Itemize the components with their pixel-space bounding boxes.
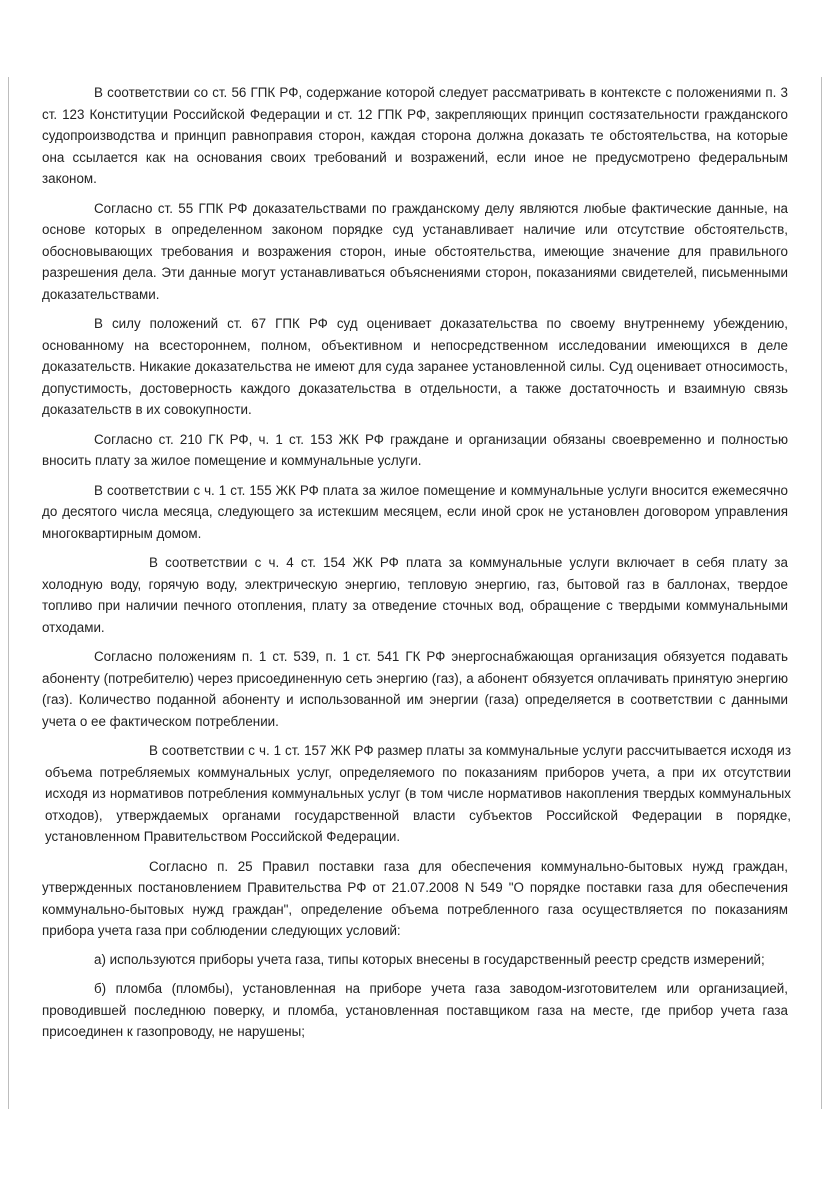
list-item-b: б) пломба (пломбы), установленная на приборе учета газа заводом-изготовителем или организацией, проводившей последнюю поверку, и пломба, установленная поставщиком газа на месте, где прибор учета газа присоединен к газопроводу, не нарушены; — [42, 981, 788, 1039]
paragraph-art-56-gpk: В соответствии со ст. 56 ГПК РФ, содержание которой следует рассматривать в контексте с положениями п. 3 ст. 123 Конституции Российской Федерации и ст. 12 ГПК РФ, закрепляющих принцип состязательности гражданского судопроизводства и принцип равноправия сторон, каждая сторона должна доказать те обстоятельства, на которые она ссылается как на основания своих требований и возражений, если иное не предусмотрено федеральным законом. — [42, 85, 788, 186]
paragraph-art-55-gpk: Согласно ст. 55 ГПК РФ доказательствами по гражданскому делу являются любые фактические данные, на основе которых в определенном законом порядке суд устанавливает наличие или отсутствие обстоятельств, обосновывающих требования и возражения сторон, иные обстоятельства, имеющие значение для правильного разрешения дела. Эти данные могут устанавливаться объяснениями сторон, показаниями свидетелей, письменными доказательствами. — [42, 200, 788, 302]
paragraph-art-539-gk: Согласно положениям п. 1 ст. 539, п. 1 ст. 541 ГК РФ энергоснабжающая организация обязуется подавать абоненту (потребителю) через присоединенную сеть энергию (газ), а абонент обязуется оплачивать принятую энергию (газ). Количество поданной абоненту и использованной им энергии (газа) определяется в соответствии с данными учета о ее фактическом потреблении. — [42, 649, 788, 729]
paragraph-art-210-gk: Согласно ст. 210 ГК РФ, ч. 1 ст. 153 ЖК РФ граждане и организации обязаны своевременно и полностью вносить плату за жилое помещение и коммунальные услуги. — [42, 431, 788, 468]
paragraph-art-154-zhk: В соответствии с ч. 4 ст. 154 ЖК РФ плата за коммунальные услуги включает в себя плату за холодную воду, горячую воду, электрическую энергию, тепловую энергию, газ, бытовой газ в баллонах, твердое топливо при наличии печного отопления, плату за отведение сточных вод, обращение с твердыми коммунальными отходами. — [42, 555, 788, 635]
paragraph-art-67-gpk: В силу положений ст. 67 ГПК РФ суд оценивает доказательства по своему внутреннему убеждению, основанному на всестороннем, полном, объективном и непосредственном исследовании имеющихся в деле доказательств. Никакие доказательства не имеют для суда заранее установленной силы. Суд оценивает относимость, допустимость, достоверность каждого доказательства в отдельности, а также достаточность и взаимную связь доказательств в их совокупности. — [42, 316, 788, 417]
document-page — [42, 82, 791, 1051]
paragraph-gas-rules-p25: Согласно п. 25 Правил поставки газа для обеспечения коммунально-бытовых нужд граждан, утвержденных постановлением Правительства РФ от 21.07.2008 N 549 "О порядке поставки газа для обеспечения коммунально-бытовых нужд граждан", определение объема потребленного газа осуществляется по показаниям прибора учета газа при соблюдении следующих условий: — [42, 858, 788, 938]
list-item-a: а) используются приборы учета газа, типы которых внесены в государственный реестр средств измерений; — [94, 951, 765, 967]
left-margin-rule — [8, 77, 9, 1109]
paragraph-art-155-zhk: В соответствии с ч. 1 ст. 155 ЖК РФ плата за жилое помещение и коммунальные услуги вносится ежемесячно до десятого числа месяца, следующего за истекшим месяцем, если иной срок не установлен договором управления многоквартирным домом. — [42, 482, 788, 541]
right-margin-rule — [821, 77, 822, 1109]
paragraph-art-157-zhk: В соответствии с ч. 1 ст. 157 ЖК РФ размер платы за коммунальные услуги рассчитывается исходя из объема потребляемых коммунальных услуг, определяемого по показаниям приборов учета, а при их отсутствии исходя из нормативов потребления коммунальных услуг (в том числе нормативов накопления твердых коммунальных отходов), утверждаемых органами государственной власти субъектов Российской Федерации в порядке, установленном Правительством Российской Федерации. — [45, 743, 791, 844]
